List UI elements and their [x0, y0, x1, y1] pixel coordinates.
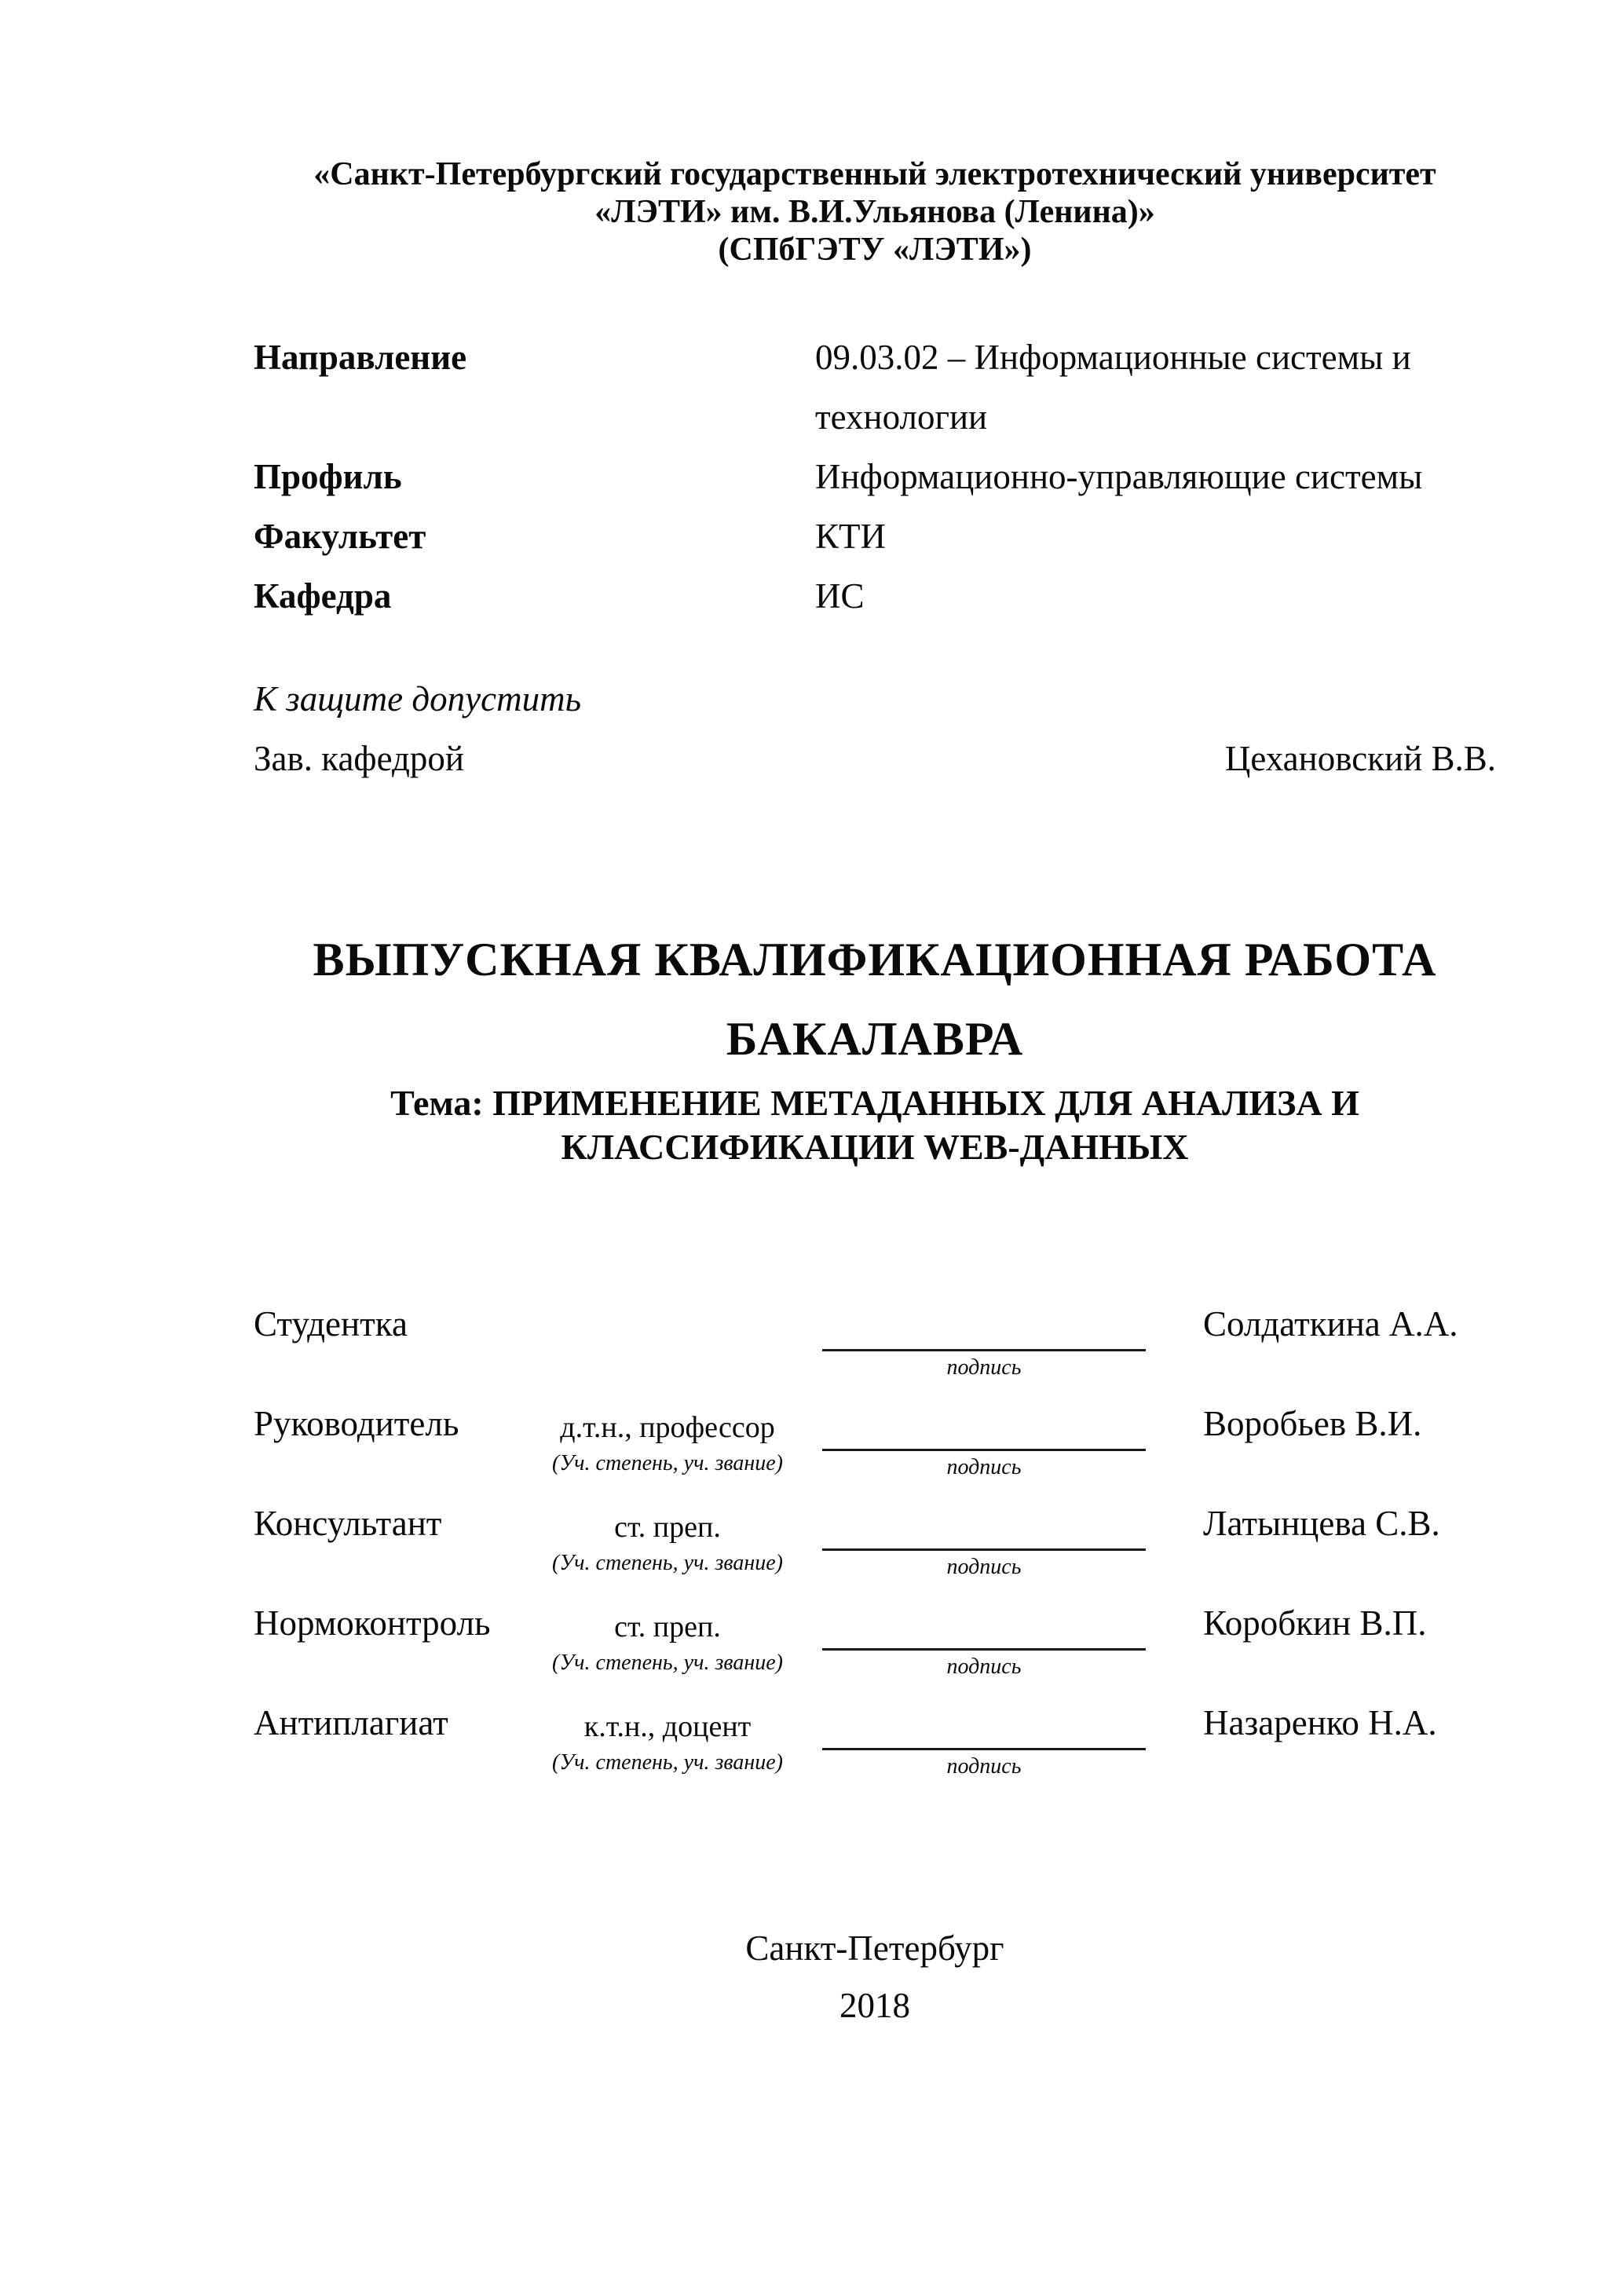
- signature-name: Воробьев В.И.: [1203, 1404, 1422, 1443]
- signature-degree: к.т.н., доцент: [583, 1710, 752, 1743]
- footer-year: 2018: [839, 1986, 910, 2025]
- signature-role: Студентка: [254, 1304, 408, 1344]
- university-header-line-1: «Санкт-Петербургский государственный электротехнический университет: [313, 156, 1436, 192]
- signature-degree: д.т.н., профессор: [560, 1411, 775, 1444]
- signature-degree-block: [513, 1404, 822, 1475]
- signature-degree: ст. преп.: [614, 1511, 721, 1544]
- signature-name: Коробкин В.П.: [1203, 1603, 1427, 1643]
- signature-row-supervisor: [254, 1404, 1496, 1479]
- signature-caption: подпись: [946, 1654, 1022, 1679]
- signature-line-block: [822, 1404, 1146, 1479]
- field-row-profile: [254, 447, 1496, 506]
- signature-degree-block: [513, 1304, 822, 1318]
- field-label-department: Кафедра: [254, 576, 392, 616]
- signature-name: Латынцева С.В.: [1203, 1504, 1440, 1543]
- signature-role: Нормоконтроль: [254, 1603, 491, 1643]
- footer-city: Санкт-Петербург: [745, 1929, 1004, 1968]
- main-title: [254, 920, 1496, 1079]
- signature-line-block: [822, 1703, 1146, 1779]
- signature-degree-block: [513, 1504, 822, 1575]
- signature-degree: ст. преп.: [614, 1610, 721, 1643]
- signature-caption: подпись: [946, 1754, 1022, 1779]
- footer: [254, 1920, 1496, 2035]
- field-row-faculty: [254, 506, 1496, 566]
- field-value-profile: Информационно-управляющие системы: [815, 457, 1423, 496]
- signature-caption: подпись: [946, 1555, 1022, 1579]
- admission-head-label: Зав. кафедрой: [254, 739, 464, 778]
- field-row-direction: [254, 327, 1496, 447]
- signature-line: [822, 1504, 1146, 1551]
- signature-degree-caption: (Уч. степень, уч. звание): [552, 1651, 783, 1675]
- signature-caption: подпись: [946, 1355, 1022, 1380]
- signature-role: Руководитель: [254, 1404, 459, 1443]
- signature-degree-block: [513, 1603, 822, 1675]
- field-row-department: [254, 566, 1496, 626]
- thesis-theme-text: Тема: ПРИМЕНЕНИЕ МЕТАДАННЫХ ДЛЯ АНАЛИЗА И КЛАССИФИКАЦИИ WEB-ДАННЫХ: [390, 1083, 1359, 1167]
- program-fields: [254, 327, 1496, 626]
- signature-degree-caption: (Уч. степень, уч. звание): [552, 1551, 783, 1575]
- signature-name: Солдаткина А.А.: [1203, 1304, 1458, 1344]
- field-value-faculty: КТИ: [815, 517, 886, 556]
- signature-line-block: [822, 1304, 1146, 1380]
- signature-row-normcontrol: [254, 1603, 1496, 1679]
- signature-line: [822, 1703, 1146, 1750]
- signature-role: Антиплагиат: [254, 1703, 448, 1742]
- signature-line-block: [822, 1603, 1146, 1679]
- university-header: [254, 155, 1496, 269]
- field-label-direction: Направление: [254, 338, 467, 377]
- university-header-line-3: (СПбГЭТУ «ЛЭТИ»): [718, 232, 1032, 268]
- field-value-department: ИС: [815, 576, 865, 616]
- university-header-line-2: «ЛЭТИ» им. В.И.Ульянова (Ленина)»: [594, 194, 1155, 230]
- signature-line: [822, 1304, 1146, 1351]
- admission-permit-line: К защите допустить: [254, 679, 582, 718]
- field-label-faculty: Факультет: [254, 517, 426, 556]
- signature-degree-caption: (Уч. степень, уч. звание): [552, 1750, 783, 1775]
- field-label-profile: Профиль: [254, 457, 402, 496]
- main-title-line-2: БАКАЛАВРА: [726, 1013, 1024, 1065]
- signature-caption: подпись: [946, 1455, 1022, 1479]
- signature-degree-caption: (Уч. степень, уч. звание): [552, 1451, 783, 1475]
- main-title-line-1: ВЫПУСКНАЯ КВАЛИФИКАЦИОННАЯ РАБОТА: [313, 934, 1437, 985]
- signature-line: [822, 1603, 1146, 1651]
- field-value-direction: 09.03.02 – Информационные системы и технологии: [815, 338, 1411, 437]
- signature-row-antiplagiarism: [254, 1703, 1496, 1779]
- signature-role: Консультант: [254, 1504, 442, 1543]
- admission-block: [254, 669, 1496, 788]
- signature-degree-block: [513, 1703, 822, 1775]
- signature-row-student: [254, 1304, 1496, 1380]
- signature-row-consultant: [254, 1504, 1496, 1579]
- signature-section: [254, 1304, 1496, 1803]
- thesis-theme: [254, 1081, 1496, 1169]
- signature-name: Назаренко Н.А.: [1203, 1703, 1437, 1742]
- signature-line: [822, 1404, 1146, 1451]
- signature-line-block: [822, 1504, 1146, 1579]
- admission-head-row: [254, 729, 1496, 788]
- admission-head-name: Цехановский В.В.: [1224, 739, 1496, 778]
